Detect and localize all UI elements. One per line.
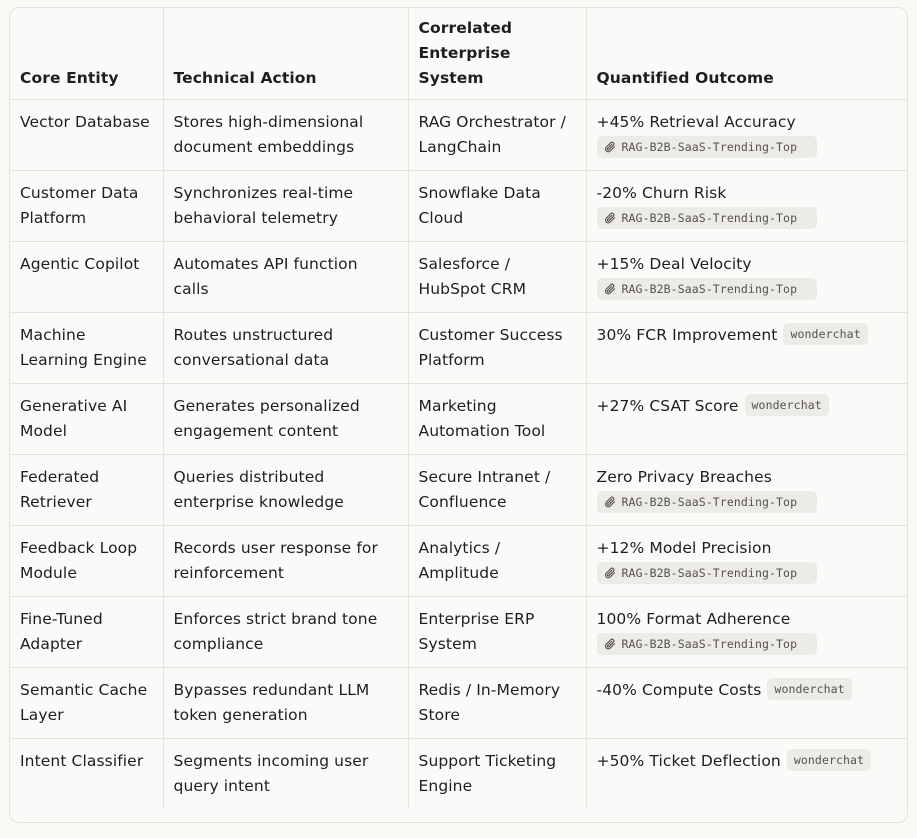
source-citation-chip[interactable] — [783, 323, 867, 345]
outcome-text: 100% Format Adherence — [596, 610, 791, 628]
table-row — [10, 242, 907, 313]
cell-enterprise-system: Analytics / Amplitude — [408, 526, 586, 597]
cell-enterprise-system: Salesforce / HubSpot CRM — [408, 242, 586, 313]
outcome-text: 30% FCR Improvement — [596, 326, 778, 344]
paperclip-icon — [604, 495, 616, 509]
cell-technical-action: Routes unstructured conversational data — [163, 313, 408, 384]
cell-core-entity: Semantic Cache Layer — [10, 668, 163, 739]
outcome-text: Zero Privacy Breaches — [596, 468, 772, 486]
table-row — [10, 597, 907, 668]
paperclip-icon — [604, 140, 616, 154]
cell-enterprise-system: Customer Success Platform — [408, 313, 586, 384]
header-quantified-outcome: Quantified Outcome — [586, 8, 907, 100]
cell-technical-action: Segments incoming user query intent — [163, 739, 408, 810]
cell-quantified-outcome — [586, 384, 907, 455]
cell-core-entity: Vector Database — [10, 100, 163, 171]
source-citation-label: RAG-B2B-SaaS-Trending-Top — [621, 211, 798, 225]
outcome-text: +45% Retrieval Accuracy — [596, 113, 796, 131]
outcome-text: -40% Compute Costs — [596, 681, 762, 699]
outcome-text: +12% Model Precision — [596, 539, 772, 557]
cell-technical-action: Automates API function calls — [163, 242, 408, 313]
cell-core-entity: Generative AI Model — [10, 384, 163, 455]
cell-enterprise-system: Marketing Automation Tool — [408, 384, 586, 455]
source-citation-label: wonderchat — [793, 752, 865, 767]
source-citation-chip[interactable] — [597, 562, 817, 584]
cell-quantified-outcome — [586, 526, 907, 597]
outcome-text: +15% Deal Velocity — [596, 255, 752, 273]
cell-core-entity: Machine Learning Engine — [10, 313, 163, 384]
table-body — [10, 100, 907, 810]
source-citation-chip[interactable] — [597, 207, 817, 229]
source-citation-label: wonderchat — [751, 397, 822, 412]
cell-technical-action: Enforces strict brand tone compliance — [163, 597, 408, 668]
cell-technical-action: Synchronizes real-time behavioral telemetry — [163, 171, 408, 242]
cell-core-entity: Intent Classifier — [10, 739, 163, 810]
cell-enterprise-system: Enterprise ERP System — [408, 597, 586, 668]
header-core-entity: Core Entity — [10, 8, 163, 100]
cell-quantified-outcome — [586, 313, 907, 384]
table-header-row — [10, 8, 907, 100]
source-citation-label: RAG-B2B-SaaS-Trending-Top — [621, 282, 798, 296]
cell-enterprise-system: Redis / In-Memory Store — [408, 668, 586, 739]
cell-quantified-outcome — [586, 739, 907, 810]
source-citation-chip[interactable] — [745, 394, 829, 416]
cell-enterprise-system: RAG Orchestrator / LangChain — [408, 100, 586, 171]
outcome-text: +27% CSAT Score — [596, 397, 739, 415]
outcome-text: +50% Ticket Deflection — [596, 752, 781, 770]
cell-quantified-outcome — [586, 668, 907, 739]
cell-quantified-outcome — [586, 100, 907, 171]
source-citation-chip[interactable] — [787, 749, 871, 771]
cell-core-entity: Feedback Loop Module — [10, 526, 163, 597]
source-citation-label: wonderchat — [774, 681, 845, 696]
source-citation-chip[interactable] — [597, 633, 817, 655]
cell-technical-action: Bypasses redundant LLM token generation — [163, 668, 408, 739]
table-row — [10, 384, 907, 455]
header-technical-action: Technical Action — [163, 8, 408, 100]
cell-technical-action: Stores high-dimensional document embeddings — [163, 100, 408, 171]
source-citation-label: wonderchat — [790, 326, 861, 341]
table-row — [10, 668, 907, 739]
cell-quantified-outcome — [586, 455, 907, 526]
cell-technical-action: Generates personalized engagement content — [163, 384, 408, 455]
paperclip-icon — [604, 566, 616, 580]
source-citation-label: RAG-B2B-SaaS-Trending-Top — [621, 566, 798, 580]
cell-technical-action: Records user response for reinforcement — [163, 526, 408, 597]
source-citation-label: RAG-B2B-SaaS-Trending-Top — [621, 140, 798, 154]
cell-quantified-outcome — [586, 171, 907, 242]
table-row — [10, 100, 907, 171]
cell-core-entity: Federated Retriever — [10, 455, 163, 526]
header-correlated-enterprise-system: Correlated Enterprise System — [408, 8, 586, 100]
outcome-text: -20% Churn Risk — [596, 184, 727, 202]
cell-quantified-outcome — [586, 242, 907, 313]
source-citation-chip[interactable] — [597, 278, 817, 300]
cell-enterprise-system: Support Ticketing Engine — [408, 739, 586, 810]
source-citation-chip[interactable] — [597, 491, 817, 513]
cell-core-entity: Customer Data Platform — [10, 171, 163, 242]
source-citation-chip[interactable] — [597, 136, 817, 158]
paperclip-icon — [604, 211, 616, 225]
table-row — [10, 526, 907, 597]
source-citation-chip[interactable] — [767, 678, 851, 700]
data-table-container — [9, 7, 908, 823]
cell-enterprise-system: Snowflake Data Cloud — [408, 171, 586, 242]
table-row — [10, 455, 907, 526]
entity-outcome-table — [10, 8, 907, 809]
paperclip-icon — [604, 282, 616, 296]
table-row — [10, 739, 907, 810]
cell-core-entity: Fine-Tuned Adapter — [10, 597, 163, 668]
cell-technical-action: Queries distributed enterprise knowledge — [163, 455, 408, 526]
source-citation-label: RAG-B2B-SaaS-Trending-Top — [621, 637, 798, 651]
cell-core-entity: Agentic Copilot — [10, 242, 163, 313]
table-row — [10, 171, 907, 242]
source-citation-label: RAG-B2B-SaaS-Trending-Top — [621, 495, 798, 509]
cell-enterprise-system: Secure Intranet / Confluence — [408, 455, 586, 526]
paperclip-icon — [604, 637, 616, 651]
cell-quantified-outcome — [586, 597, 907, 668]
table-row — [10, 313, 907, 384]
